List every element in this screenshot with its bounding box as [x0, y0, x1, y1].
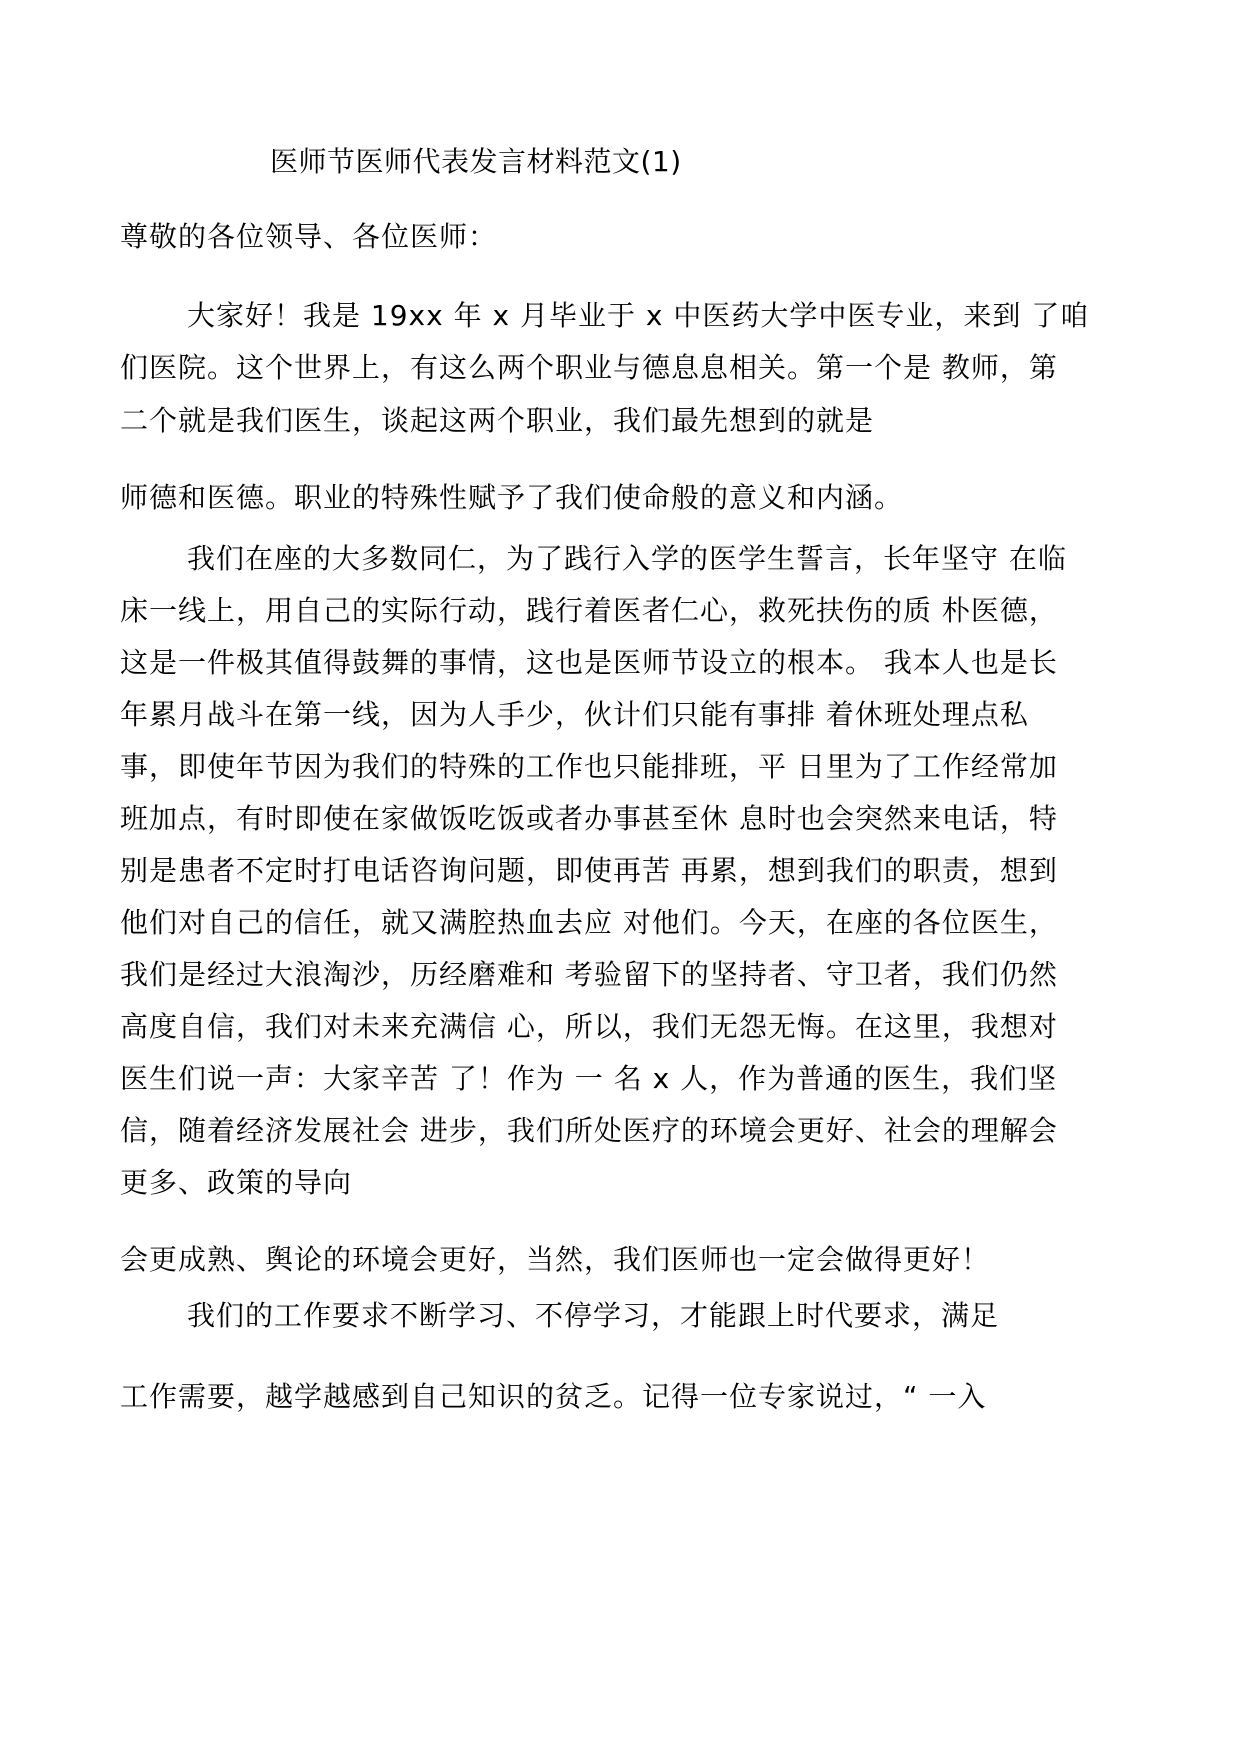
paragraph-line: 床一线上，用自己的实际行动，践行着医者仁心，救死扶伤的质 朴医德， [120, 594, 1058, 627]
paragraph-line: 二个就是我们医生，谈起这两个职业，我们最先想到的就是 [120, 404, 875, 437]
paragraph-line: 这是一件极其值得鼓舞的事情，这也是医师节设立的根本。 我本人也是长 [120, 646, 1058, 679]
paragraph-line: 大家好！我是 19xx 年 x 月毕业于 x 中医药大学中医专业，来到 了咱 [187, 299, 1090, 332]
document-title: 医师节医师代表发言材料范文(1) [270, 145, 682, 178]
paragraph-line: 我们在座的大多数同仁，为了践行入学的医学生誓言，长年坚守 在临 [187, 542, 1067, 575]
paragraph-line: 信，随着经济发展社会 进步，我们所处医疗的环境会更好、社会的理解会 [120, 1114, 1058, 1147]
paragraph-line: 高度自信，我们对未来充满信 心，所以，我们无怨无悔。在这里，我想对 [120, 1010, 1058, 1043]
paragraph-line: 们医院。这个世界上，有这么两个职业与德息息相关。第一个是 教师，第 [120, 351, 1058, 384]
paragraph-line: 会更成熟、舆论的环境会更好，当然，我们医师也一定会做得更好！ [120, 1243, 991, 1276]
paragraph-line: 他们对自己的信任，就又满腔热血去应 对他们。今天，在座的各位医生， [120, 906, 1058, 939]
paragraph-line: 师德和医德。职业的特殊性赋予了我们使命般的意义和内涵。 [120, 481, 904, 514]
paragraph-line: 我们的工作要求不断学习、不停学习，才能跟上时代要求，满足 [187, 1299, 1000, 1332]
paragraph-line: 医生们说一声：大家辛苦 了！作为 一 名 x 人，作为普通的医生，我们坚 [120, 1062, 1058, 1095]
paragraph-line: 年累月战斗在第一线，因为人手少，伙计们只能有事排 着休班处理点私 [120, 698, 1029, 731]
paragraph-line: 事，即使年节因为我们的特殊的工作也只能排班，平 日里为了工作经常加 [120, 750, 1058, 783]
paragraph-line: 我们是经过大浪淘沙，历经磨难和 考验留下的坚持者、守卫者，我们仍然 [120, 958, 1058, 991]
paragraph-line: 更多、政策的导向 [120, 1166, 353, 1199]
paragraph-line: 工作需要，越学越感到自己知识的贫乏。记得一位专家说过，“ 一入 [120, 1380, 987, 1413]
paragraph-line: 班加点，有时即使在家做饭吃饭或者办事甚至休 息时也会突然来电话，特 [120, 802, 1058, 835]
greeting-line: 尊敬的各位领导、各位医师： [120, 220, 498, 253]
paragraph-line: 别是患者不定时打电话咨询问题，即使再苦 再累，想到我们的职责，想到 [120, 854, 1058, 887]
